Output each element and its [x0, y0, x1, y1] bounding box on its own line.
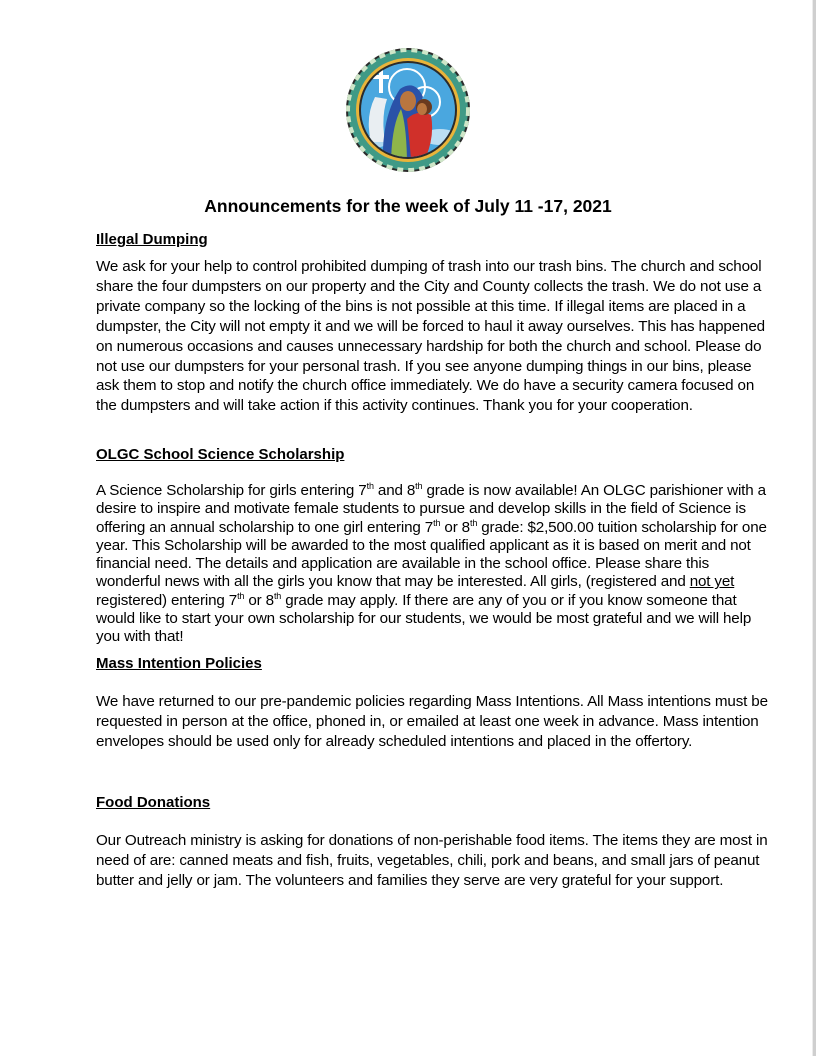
section-illegal-dumping: [96, 231, 776, 416]
section-heading: Food Donations: [96, 794, 211, 811]
section-body: A Science Scholarship for girls entering 7th and 8th grade is now available! An OLGC parishioner with a desire to inspire and motivate female students to pursue and develop skills in the field of Science is offering an annual scholarship to one girl entering 7th or 8th grade: $2,500.00 tuition scholarship for one year. This Scholarship will be awarded to the most qualified applicant as it is based on merit and not financial need. The details and application are available in the school office. Please share this wonderful news with all the girls you know that may be interested. All girls, (registered and not yet registered) entering 7th or 8th grade may apply. If there are any of you or if you know someone that would like to start your own scholarship for our students, we would be most grateful and we will help you with that!: [96, 481, 767, 646]
section-heading: Illegal Dumping: [96, 231, 208, 248]
section-heading: Mass Intention Policies: [96, 655, 262, 672]
section-body: We ask for your help to control prohibited dumping of trash into our trash bins. The church and school share the four dumpsters on our property and the City and County collects the trash. We do not use a private company so the locking of the bins is not possible at this time. If illegal items are placed in a dumpster, the City will not empty it and we will be forced to haul it away ourselves. This has happened on numerous occasions and causes unnecessary hardship for both the church and school. Please do not use our dumpsters for your personal trash. If you see anyone dumping things in our bins, please ask them to stop and notify the church office immediately. We do have a security camera focused on the dumpsters and will take action if this activity continues. Thank you for your cooperation.: [96, 258, 765, 415]
section-mass-intention-policies: [96, 655, 776, 752]
page-edge: [812, 0, 816, 1056]
section-science-scholarship: [96, 446, 776, 647]
parish-logo: [345, 47, 471, 173]
underlined-not-yet: not yet: [689, 573, 735, 591]
section-food-donations: [96, 794, 776, 891]
section-heading: OLGC School Science Scholarship: [96, 446, 345, 463]
stained-glass-madonna-and-child-icon: [345, 47, 471, 173]
section-body: Our Outreach ministry is asking for donations of non-perishable food items. The items they are most in need of are: canned meats and fish, fruits, vegetables, chili, pork and beans, and small jars of peanut butter and jelly or jam. The volunteers and families they serve are very grateful for your support.: [96, 832, 768, 889]
section-body: We have returned to our pre-pandemic policies regarding Mass Intentions. All Mass intentions must be requested in person at the office, phoned in, or emailed at least one week in advance. Mass intention envelopes should be used only for already scheduled intentions and placed in the offertory.: [96, 693, 768, 750]
page-title: Announcements for the week of July 11 -17, 2021: [204, 196, 612, 216]
